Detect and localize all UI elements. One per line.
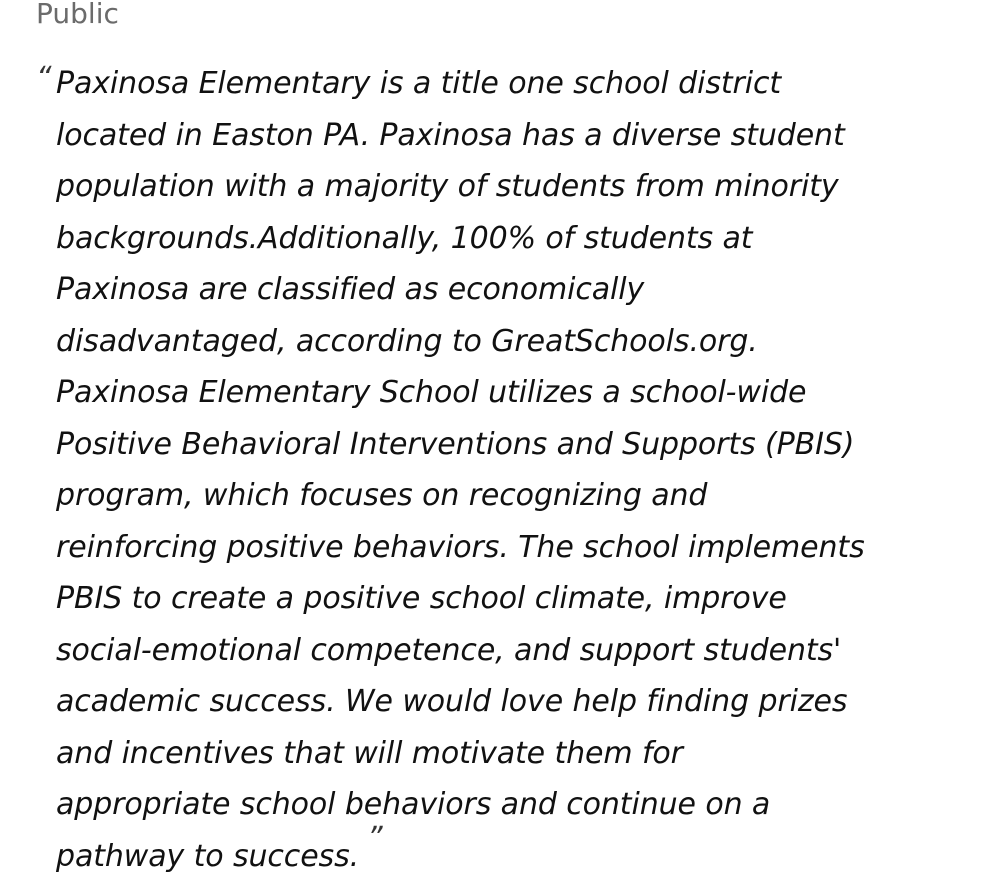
description-last-line (56, 820, 976, 883)
description-line: reinforcing positive behaviors. The school implements (56, 529, 865, 565)
description-line: social-emotional competence, and support students' (56, 632, 842, 668)
close-quote-mark: ” (367, 820, 383, 856)
description-line: Paxinosa Elementary is a title one school district (56, 66, 782, 101)
description-line: and incentives that will motivate them for (56, 735, 683, 771)
description-text (36, 58, 976, 882)
project-description-quote (36, 58, 976, 882)
description-line: Paxinosa are classified as economically (56, 272, 645, 307)
description-line: Paxinosa Elementary School utilizes a school-wide (56, 375, 807, 410)
description-line: Positive Behavioral Interventions and Supports (PBIS) (56, 426, 855, 462)
description-line: program, which focuses on recognizing and (56, 478, 708, 513)
description-line: PBIS to create a positive school climate, improve (56, 581, 787, 616)
description-line: appropriate school behaviors and continue on a (56, 787, 771, 822)
visibility-label: Public (36, 0, 119, 30)
description-line: backgrounds.Additionally, 100% of students at (56, 220, 753, 256)
description-line: academic success. We would love help finding prizes (56, 684, 848, 719)
description-line: pathway to success. (56, 838, 360, 874)
description-line: disadvantaged, according to GreatSchools.org. (56, 323, 758, 359)
description-line: population with a majority of students from minority (56, 169, 839, 204)
open-quote-mark: “ (36, 61, 52, 96)
description-line: located in Easton PA. Paxinosa has a diverse student (56, 117, 845, 153)
